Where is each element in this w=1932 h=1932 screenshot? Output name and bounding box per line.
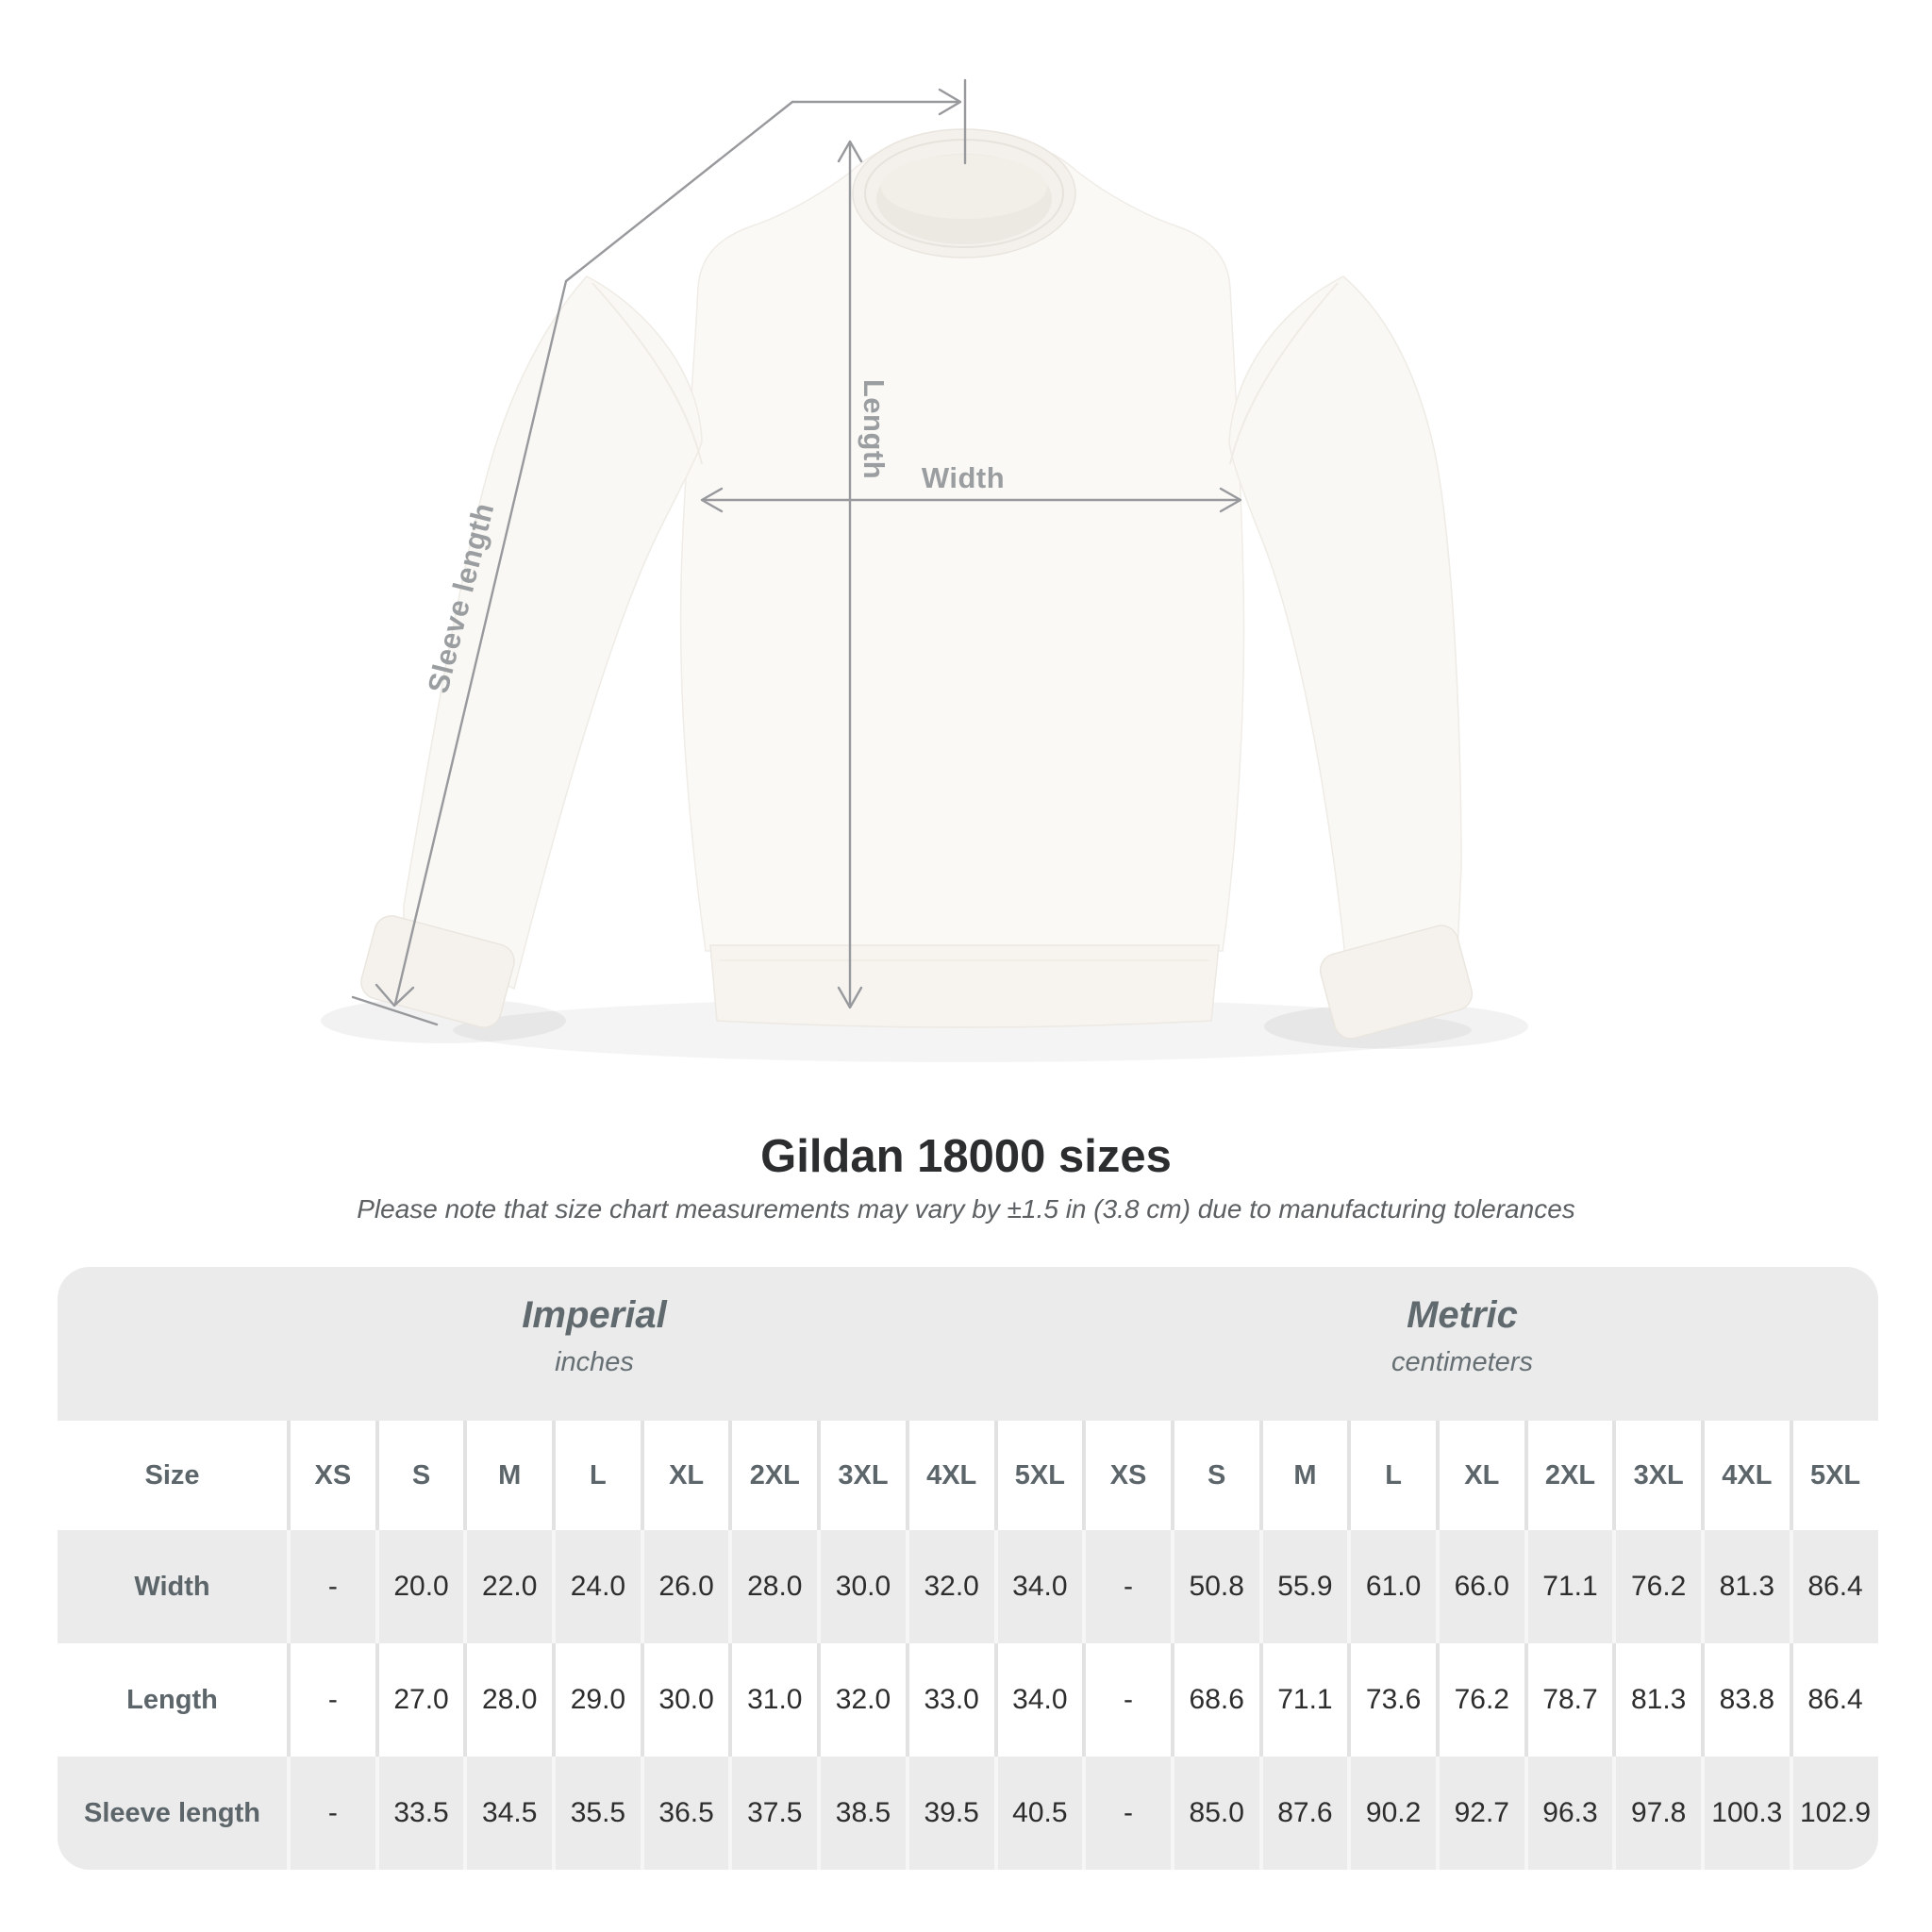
value-cell: 34.0	[994, 1530, 1083, 1643]
table-row	[58, 1757, 1878, 1870]
value-cell: 86.4	[1790, 1643, 1878, 1757]
value-cell: 85.0	[1171, 1757, 1259, 1870]
row-label: Width	[134, 1571, 210, 1602]
value-cell: 33.5	[375, 1757, 464, 1870]
column-header: XL	[1436, 1421, 1524, 1530]
value-cell: 55.9	[1259, 1530, 1348, 1643]
table-rows	[58, 1530, 1878, 1870]
value-cell: 71.1	[1524, 1530, 1613, 1643]
metric-label: Metric	[1407, 1294, 1518, 1336]
value-cell: 29.0	[552, 1643, 641, 1757]
value-cell: 73.6	[1347, 1643, 1436, 1757]
column-header: 3XL	[1612, 1421, 1701, 1530]
value-cell: 86.4	[1790, 1530, 1878, 1643]
width-measure-label: Width	[921, 461, 1006, 494]
value-cell: 28.0	[463, 1643, 552, 1757]
column-header: XS	[287, 1421, 375, 1530]
column-header: S	[375, 1421, 464, 1530]
value-cell: 81.3	[1612, 1643, 1701, 1757]
value-cell: -	[287, 1757, 375, 1870]
value-cell: 24.0	[552, 1530, 641, 1643]
value-cell: 31.0	[728, 1643, 817, 1757]
value-cell: 40.5	[994, 1757, 1083, 1870]
value-cell: 35.5	[552, 1757, 641, 1870]
value-cell: 32.0	[817, 1643, 906, 1757]
value-cell: 96.3	[1524, 1757, 1613, 1870]
table-header-row	[58, 1421, 1878, 1530]
size-chart-table	[58, 1267, 1878, 1870]
value-cell: 32.0	[906, 1530, 994, 1643]
column-header: L	[1347, 1421, 1436, 1530]
value-cell: 34.5	[463, 1757, 552, 1870]
value-cell: -	[287, 1643, 375, 1757]
column-header: L	[552, 1421, 641, 1530]
sweatshirt-hem-band	[710, 945, 1219, 1027]
value-cell: 27.0	[375, 1643, 464, 1757]
table-row	[58, 1530, 1878, 1643]
imperial-group-header	[522, 1290, 666, 1384]
value-cell: 30.0	[817, 1530, 906, 1643]
value-cell: -	[287, 1530, 375, 1643]
value-cell: 71.1	[1259, 1643, 1348, 1757]
page-title: Gildan 18000 sizes	[760, 1131, 1172, 1182]
value-cell: 22.0	[463, 1530, 552, 1643]
value-cell: -	[1082, 1643, 1171, 1757]
column-header: S	[1171, 1421, 1259, 1530]
column-header-size: Size	[144, 1459, 200, 1491]
value-cell: 76.2	[1612, 1530, 1701, 1643]
imperial-label: Imperial	[522, 1294, 667, 1336]
unit-group-band	[58, 1267, 1878, 1421]
value-cell: 33.0	[906, 1643, 994, 1757]
value-cell: -	[1082, 1530, 1171, 1643]
column-header: 4XL	[1701, 1421, 1790, 1530]
value-cell: 30.0	[641, 1643, 729, 1757]
row-label: Sleeve length	[84, 1797, 260, 1828]
value-cell: 78.7	[1524, 1643, 1613, 1757]
value-cell: 81.3	[1701, 1530, 1790, 1643]
column-header: 5XL	[1790, 1421, 1878, 1530]
value-cell: -	[1082, 1757, 1171, 1870]
metric-units-label: centimeters	[1391, 1347, 1533, 1377]
value-cell: 50.8	[1171, 1530, 1259, 1643]
value-cell: 26.0	[641, 1530, 729, 1643]
value-cell: 102.9	[1790, 1757, 1878, 1870]
value-cell: 38.5	[817, 1757, 906, 1870]
value-cell: 28.0	[728, 1530, 817, 1643]
value-cell: 20.0	[375, 1530, 464, 1643]
column-header: M	[1259, 1421, 1348, 1530]
value-cell: 61.0	[1347, 1530, 1436, 1643]
column-header: 5XL	[994, 1421, 1083, 1530]
table-row	[58, 1643, 1878, 1757]
tolerance-note: Please note that size chart measurements may vary by ±1.5 in (3.8 cm) due to manufacturing tolerances	[357, 1194, 1575, 1224]
metric-group-header	[1391, 1290, 1533, 1384]
value-cell: 92.7	[1436, 1757, 1524, 1870]
value-cell: 37.5	[728, 1757, 817, 1870]
value-cell: 68.6	[1171, 1643, 1259, 1757]
value-cell: 36.5	[641, 1757, 729, 1870]
column-header: 2XL	[728, 1421, 817, 1530]
column-header: 3XL	[817, 1421, 906, 1530]
value-cell: 76.2	[1436, 1643, 1524, 1757]
sweatshirt-right-sleeve	[1229, 276, 1461, 998]
value-cell: 83.8	[1701, 1643, 1790, 1757]
imperial-units-label: inches	[555, 1347, 634, 1377]
value-cell: 87.6	[1259, 1757, 1348, 1870]
value-cell: 97.8	[1612, 1757, 1701, 1870]
length-measure-label: Length	[858, 378, 891, 480]
column-header: 2XL	[1524, 1421, 1613, 1530]
value-cell: 90.2	[1347, 1757, 1436, 1870]
column-header: M	[463, 1421, 552, 1530]
value-cell: 100.3	[1701, 1757, 1790, 1870]
sleeve-length-measure-label: Sleeve length	[421, 499, 501, 697]
value-cell: 66.0	[1436, 1530, 1524, 1643]
value-cell: 39.5	[906, 1757, 994, 1870]
column-header: 4XL	[906, 1421, 994, 1530]
column-header: XS	[1082, 1421, 1171, 1530]
value-cell: 34.0	[994, 1643, 1083, 1757]
row-label: Length	[126, 1684, 218, 1715]
column-header: XL	[641, 1421, 729, 1530]
